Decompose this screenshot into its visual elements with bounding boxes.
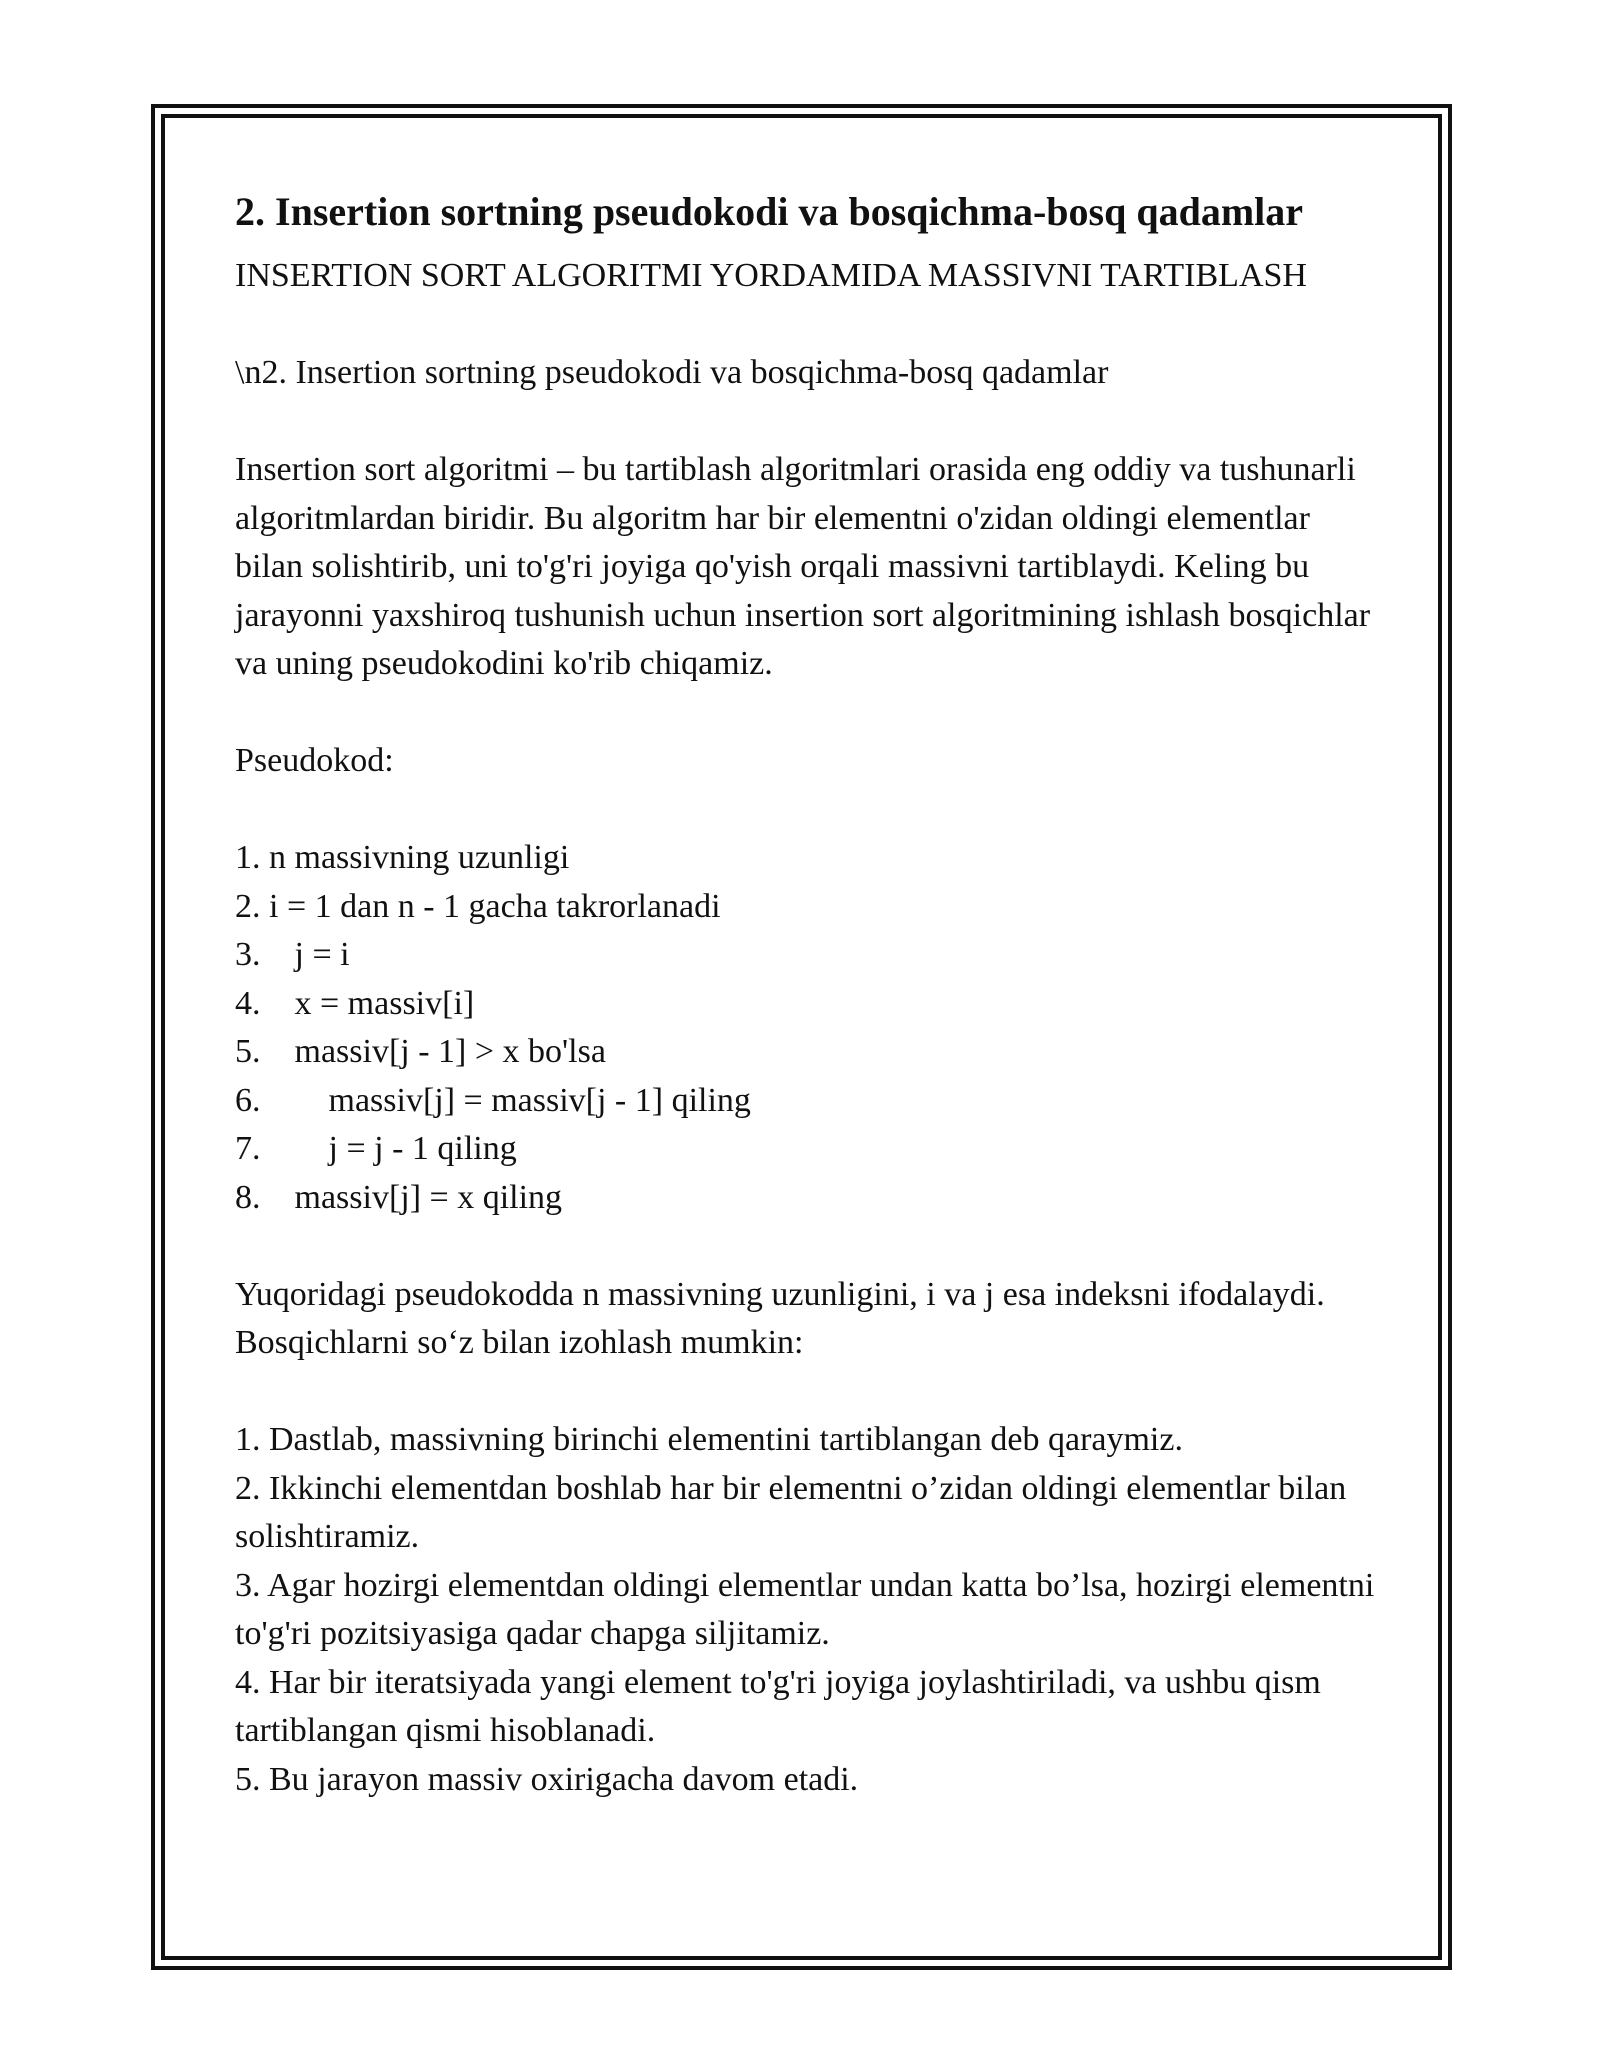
step-item: 4. Har bir iteratsiyada yangi element to'g'ri joyiga joylashtiriladi, va ushbu qism tartiblangan qismi hisoblanadi. — [235, 1663, 1321, 1749]
document-body — [235, 186, 1375, 1804]
section-heading: 2. Insertion sortning pseudokodi va bosqichma-bosq qadamlar — [235, 189, 1304, 234]
repeated-heading: \n2. Insertion sortning pseudokodi va bosqichma-bosq qadamlar — [235, 354, 1109, 391]
step-item: 3. Agar hozirgi elementdan oldingi elementlar undan katta bo’lsa, hozirgi elementni to'g'ri pozitsiyasiga qadar chapga siljitamiz. — [235, 1566, 1375, 1652]
steps-list — [235, 1416, 1375, 1804]
pseudocode-label: Pseudokod: — [235, 742, 394, 779]
pseudocode-line: 8. massiv[j] = x qiling — [235, 1178, 563, 1216]
document-subtitle: INSERTION SORT ALGORITMI YORDAMIDA MASSIVNI TARTIBLASH — [235, 257, 1307, 294]
pseudocode-line: 7. j = j - 1 qiling — [235, 1130, 517, 1167]
step-item: 5. Bu jarayon massiv oxirigacha davom etadi. — [235, 1760, 859, 1798]
pseudocode-block — [235, 834, 1375, 1222]
pseudocode-line: 4. x = massiv[i] — [235, 984, 475, 1022]
step-item: 1. Dastlab, massivning birinchi elementini tartiblangan deb qaraymiz. — [235, 1421, 1183, 1458]
pseudocode-line: 2. i = 1 dan n - 1 gacha takrorlanadi — [235, 887, 721, 925]
pseudocode-line: 3. j = i — [235, 936, 350, 973]
intro-paragraph: Insertion sort algoritmi – bu tartiblash algoritmlari orasida eng oddiy va tushunarli algoritmlardan biridir. Bu algoritm har bir elementni o'zidan oldingi elementlar bilan solishtirib, uni to'g'ri joyiga qo'yish orqali massivni tartiblaydi. Keling bu jarayonni yaxshiroq tushunish uchun insertion sort algoritmining ishlash bosqichlar va uning pseudokodini ko'rib chiqamiz. — [235, 451, 1371, 682]
step-item: 2. Ikkinchi elementdan boshlab har bir elementni o’zidan oldingi elementlar bilan solishtiramiz. — [235, 1469, 1347, 1555]
pseudocode-line: 5. massiv[j - 1] > x bo'lsa — [235, 1033, 606, 1070]
explanation-paragraph: Yuqoridagi pseudokodda n massivning uzunligini, i va j esa indeksni ifodalaydi. Bosqichlarni so‘z bilan izohlash mumkin: — [235, 1275, 1325, 1361]
pseudocode-line: 1. n massivning uzunligi — [235, 839, 570, 876]
pseudocode-line: 6. massiv[j] = massiv[j - 1] qiling — [235, 1081, 751, 1119]
